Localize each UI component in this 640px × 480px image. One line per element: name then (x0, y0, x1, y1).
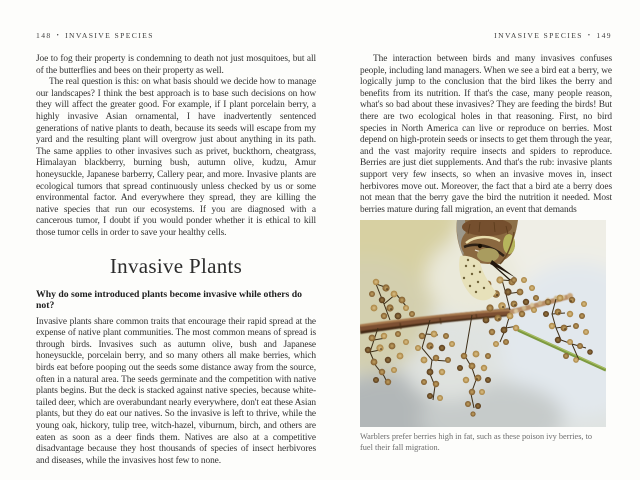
running-head-title-right: INVASIVE SPECIES (494, 31, 583, 40)
bird-eye (478, 244, 482, 248)
running-head-separator: • (587, 33, 592, 39)
page-right (360, 32, 612, 454)
section-subheading: Why do some introduced plants become invasive while others do not? (36, 288, 302, 312)
paragraph: The real question is this: on what basis should we decide how to manage our landscapes? I think the best approach is to base such decisions on how they will affect the greater good. For example, if I plant porcelain berry, a highly invasive Asian ornamental, I have inadvertently sentenced generations of native plants to death, because its seeds will escape from my yard and the resulting plant will overgrow just about anything in its path. The same applies to other invasives such as privet, buckthorn, cheatgrass, Himalayan blackberry, burning bush, autumn olive, kudzu, Amur honeysuckle, Japanese barberry, Callery pear, and more. Invasive plants are ecological tumors that spread continuously unless checked by us or some environmental factor. And everywhere they spread, they are killing the native species that run our ecosystems. If you are diagnosed with a cancerous tumor, I doubt if you would ponder whether it is ethical to kill those tumor cells in order to save your healthy cells. (36, 77, 316, 238)
running-head-left (36, 32, 316, 41)
section-heading: Invasive Plants (109, 253, 243, 278)
left-page-body-after-subheading (36, 317, 316, 468)
left-page-body (36, 54, 316, 240)
warbler-on-berry-branch-photo (360, 220, 606, 427)
figure-warbler-photo (360, 220, 606, 454)
figure-caption: Warblers prefer berries high in fat, such as these poison ivy berries, to fuel their fall migration. (360, 432, 593, 453)
paragraph: Joe to fog their property is condemning to death not just mosquitoes, but all of the butterflies and bees on their property as well. (36, 54, 316, 76)
page-number-right: 149 (596, 31, 612, 40)
paragraph: The interaction between birds and many invasives confuses people, including land managers. When we see a bird eat a berry, we logically jump to the conclusion that the bird likes the berry and benefits from its nutrition. If that's the case, many people reason, what's so bad about these invasives? They are feeding the birds! But there are two ecological holes in that reasoning. First, no bird species in North America can live or reproduce on berries. Most depend on high-protein seeds or insects to get them through the year, and the vast majority require insects and spiders to reproduce. Berries are just diet supplements. And that's the rub: invasive plants support very few insects, so when an invasive moves in, insect herbivores move out. Moreover, the fact that a bird ate a berry does not mean that the berry gave the bird the nutrition it needed. Most berries mature during fall migration, an event that demands (360, 54, 612, 215)
paragraph: Invasive plants share common traits that encourage their rapid spread at the expense of native plant communities. The most common means of spread is through birds. Invasives such as autumn olive, bush and Japanese honeysuckle, porcelain berry, and so many others all make berries, which birds eat before pooping out the seeds some distance away from the source, often in a natural area. The seeds germinate and the competition with native plants begins. But the deck is stacked against native species, because white-tailed deer, which are overabundant nearly everywhere, don't eat these Asian plants, but they do eat our natives. So the invasive is left to thrive, while the young oak, hickory, tulip tree, witch-hazel, viburnum, birch, and others are eaten as soon as a deer finds them. Natives are also at a competitive disadvantage because they host thousands of species of insect herbivores and diseases, while the invasives host few to none. (36, 316, 316, 466)
page-number-left: 148 (36, 31, 52, 40)
running-head-title-left: INVASIVE SPECIES (65, 31, 154, 40)
right-page-body (360, 54, 612, 216)
running-head-separator: • (56, 33, 61, 39)
running-head-right (360, 32, 612, 41)
page-left (36, 32, 316, 467)
